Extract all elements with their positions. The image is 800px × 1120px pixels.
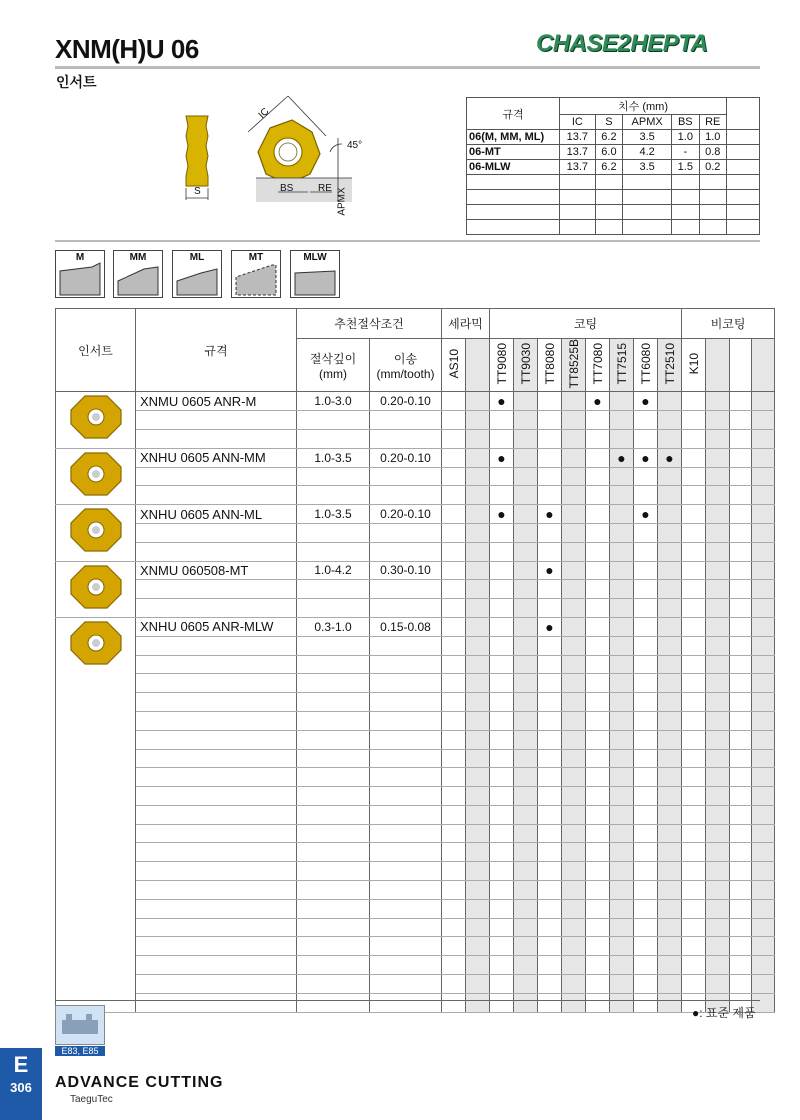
availability-dot: ● [586, 392, 610, 411]
cut-depth: 1.0-3.5 [297, 448, 370, 467]
spec-code [136, 392, 297, 411]
table-row [56, 617, 775, 636]
footer-brand: ADVANCE CUTTING [55, 1074, 224, 1091]
header-depth: 절삭깊이 (mm) [297, 339, 370, 392]
dim-row: 06(M, MM, ML) 13.7 6.2 3.5 1.0 1.0 [467, 130, 760, 145]
cut-depth: 1.0-3.0 [297, 392, 370, 411]
chipbreaker-ml: ML [172, 250, 222, 298]
chipbreaker-mm: MM [113, 250, 163, 298]
feed-rate: 0.20-0.10 [370, 392, 442, 411]
grade-tt7515: TT7515 [614, 343, 629, 385]
page-number: 306 [10, 1080, 32, 1095]
insert-image [56, 448, 136, 504]
diagram-label-bs: BS [280, 183, 294, 194]
table-row [56, 862, 775, 881]
grade-tt9080: TT9080 [494, 343, 509, 385]
grade-tt6080: TT6080 [638, 343, 653, 385]
table-row [56, 730, 775, 749]
header-coating: 코팅 [490, 309, 682, 339]
table-row [56, 993, 775, 1012]
insert-octagon-icon [69, 562, 123, 612]
section-letter: E [13, 1052, 29, 1077]
cut-depth: 0.3-1.0 [297, 617, 370, 636]
spec-prefix: XNHU [140, 619, 181, 635]
availability-dot: ● [490, 505, 514, 524]
page-subtitle: 인서트 [56, 74, 97, 90]
availability-dot: ● [634, 448, 658, 467]
availability-dot: ● [538, 505, 562, 524]
grade-tt7080: TT7080 [590, 343, 605, 385]
spec-code [136, 448, 297, 467]
dimension-table [466, 97, 760, 235]
table-row [56, 768, 775, 787]
brand-logo: CHASE2HEPTA [536, 30, 708, 57]
table-row [56, 599, 775, 618]
spec-suffix: 0605 ANR-M [181, 393, 257, 409]
header-uncoated: 비코팅 [682, 309, 775, 339]
grade-tt2510: TT2510 [662, 343, 677, 385]
spec-suffix: 0605 ANN-MM [180, 450, 266, 466]
availability-dot: ● [538, 561, 562, 580]
page-title: XNM(H)U 06 [55, 34, 199, 64]
cutter-icon [56, 1006, 104, 1044]
table-row [56, 561, 775, 580]
insert-image [56, 392, 136, 448]
chipbreaker-mlw: MLW [290, 250, 340, 298]
side-view-shape [186, 116, 208, 186]
spec-suffix: 060508-MT [181, 562, 249, 578]
feed-rate: 0.30-0.10 [370, 561, 442, 580]
feed-rate: 0.15-0.08 [370, 617, 442, 636]
dim-row: 06-MLW 13.7 6.2 3.5 1.5 0.2 [467, 160, 760, 175]
legend-standard-product: ●: 표준 제품 [692, 1006, 756, 1020]
header-spec: 규격 [136, 309, 297, 392]
table-row [56, 975, 775, 994]
availability-dot: ● [490, 392, 514, 411]
reference-pages: E83, E85 [55, 1046, 105, 1056]
dim-subheader: IC [560, 115, 596, 130]
chipbreaker-mt: MT [231, 250, 281, 298]
spec-prefix: XNHU [140, 450, 181, 466]
table-row [56, 542, 775, 561]
table-row [56, 711, 775, 730]
table-row [56, 824, 775, 843]
table-row [56, 392, 775, 411]
table-row [56, 674, 775, 693]
table-row [56, 636, 775, 655]
table-row [56, 956, 775, 975]
table-row [56, 805, 775, 824]
header-insert: 인서트 [56, 309, 136, 392]
spec-prefix: XNMU [140, 562, 182, 578]
insert-octagon-icon [69, 392, 123, 442]
reference-thumbnail [55, 1005, 105, 1045]
section-divider [55, 240, 760, 242]
spec-code [136, 617, 297, 636]
diagram-label-ic: IC [256, 106, 272, 121]
insert-image [56, 505, 136, 561]
title-rule [55, 66, 760, 69]
table-row [56, 787, 775, 806]
diagram-label-re: RE [318, 183, 332, 194]
availability-dot: ● [490, 448, 514, 467]
table-row [56, 918, 775, 937]
insert-image [56, 561, 136, 617]
grade-tt8080: TT8080 [542, 343, 557, 385]
dim-row: 06-MT 13.7 6.0 4.2 - 0.8 [467, 145, 760, 160]
cut-depth: 1.0-4.2 [297, 561, 370, 580]
insert-image [56, 617, 136, 1012]
table-bottom-rule [55, 1000, 760, 1001]
table-row [56, 749, 775, 768]
grade-k10: K10 [686, 353, 701, 375]
header-feed: 이송 (mm/tooth) [370, 339, 442, 392]
table-row [56, 843, 775, 862]
diagram-label-s: S [194, 186, 201, 197]
spec-suffix: 0605 ANR-MLW [180, 619, 274, 635]
insert-octagon-icon [69, 449, 123, 499]
spec-code [136, 505, 297, 524]
availability-dot: ● [538, 617, 562, 636]
diagram-label-angle: 45° [347, 140, 363, 151]
spec-code [136, 561, 297, 580]
header-ceramic: 세라믹 [442, 309, 490, 339]
spec-prefix: XNMU [140, 393, 182, 409]
insert-octagon-icon [69, 618, 123, 668]
table-row [56, 881, 775, 900]
grade-tt8525b: TT8525B [566, 339, 581, 389]
grade-as10: AS10 [446, 349, 461, 379]
feed-rate: 0.20-0.10 [370, 505, 442, 524]
header-cutting-conditions: 추천절삭조건 [297, 309, 442, 339]
insert-octagon-icon [69, 505, 123, 555]
availability-dot: ● [658, 448, 682, 467]
table-row [56, 655, 775, 674]
spec-prefix: XNHU [140, 506, 181, 522]
table-row [56, 523, 775, 542]
table-row [56, 448, 775, 467]
availability-dot: ● [634, 505, 658, 524]
product-table [55, 308, 775, 1013]
footer-company: TaeguTec [70, 1094, 113, 1105]
availability-dot: ● [634, 392, 658, 411]
availability-dot: ● [610, 448, 634, 467]
diagram-label-apmx: APMX [336, 187, 348, 216]
table-row [56, 505, 775, 524]
dim-subheader: BS [672, 115, 699, 130]
table-row [56, 486, 775, 505]
cut-depth: 1.0-3.5 [297, 505, 370, 524]
table-row [56, 899, 775, 918]
table-row [56, 467, 775, 486]
table-row [56, 411, 775, 430]
table-row [56, 580, 775, 599]
dim-subheader: RE [699, 115, 726, 130]
table-row [56, 429, 775, 448]
chipbreaker-m: M [55, 250, 105, 298]
grade-tt9030: TT9030 [518, 343, 533, 385]
table-row [56, 937, 775, 956]
dim-subheader: S [595, 115, 622, 130]
spec-suffix: 0605 ANN-ML [180, 506, 263, 522]
table-row [56, 693, 775, 712]
dim-subheader: APMX [623, 115, 672, 130]
dim-header-spec: 규격 [467, 98, 560, 130]
dim-header-dims: 치수 (mm) [560, 98, 727, 115]
feed-rate: 0.20-0.10 [370, 448, 442, 467]
